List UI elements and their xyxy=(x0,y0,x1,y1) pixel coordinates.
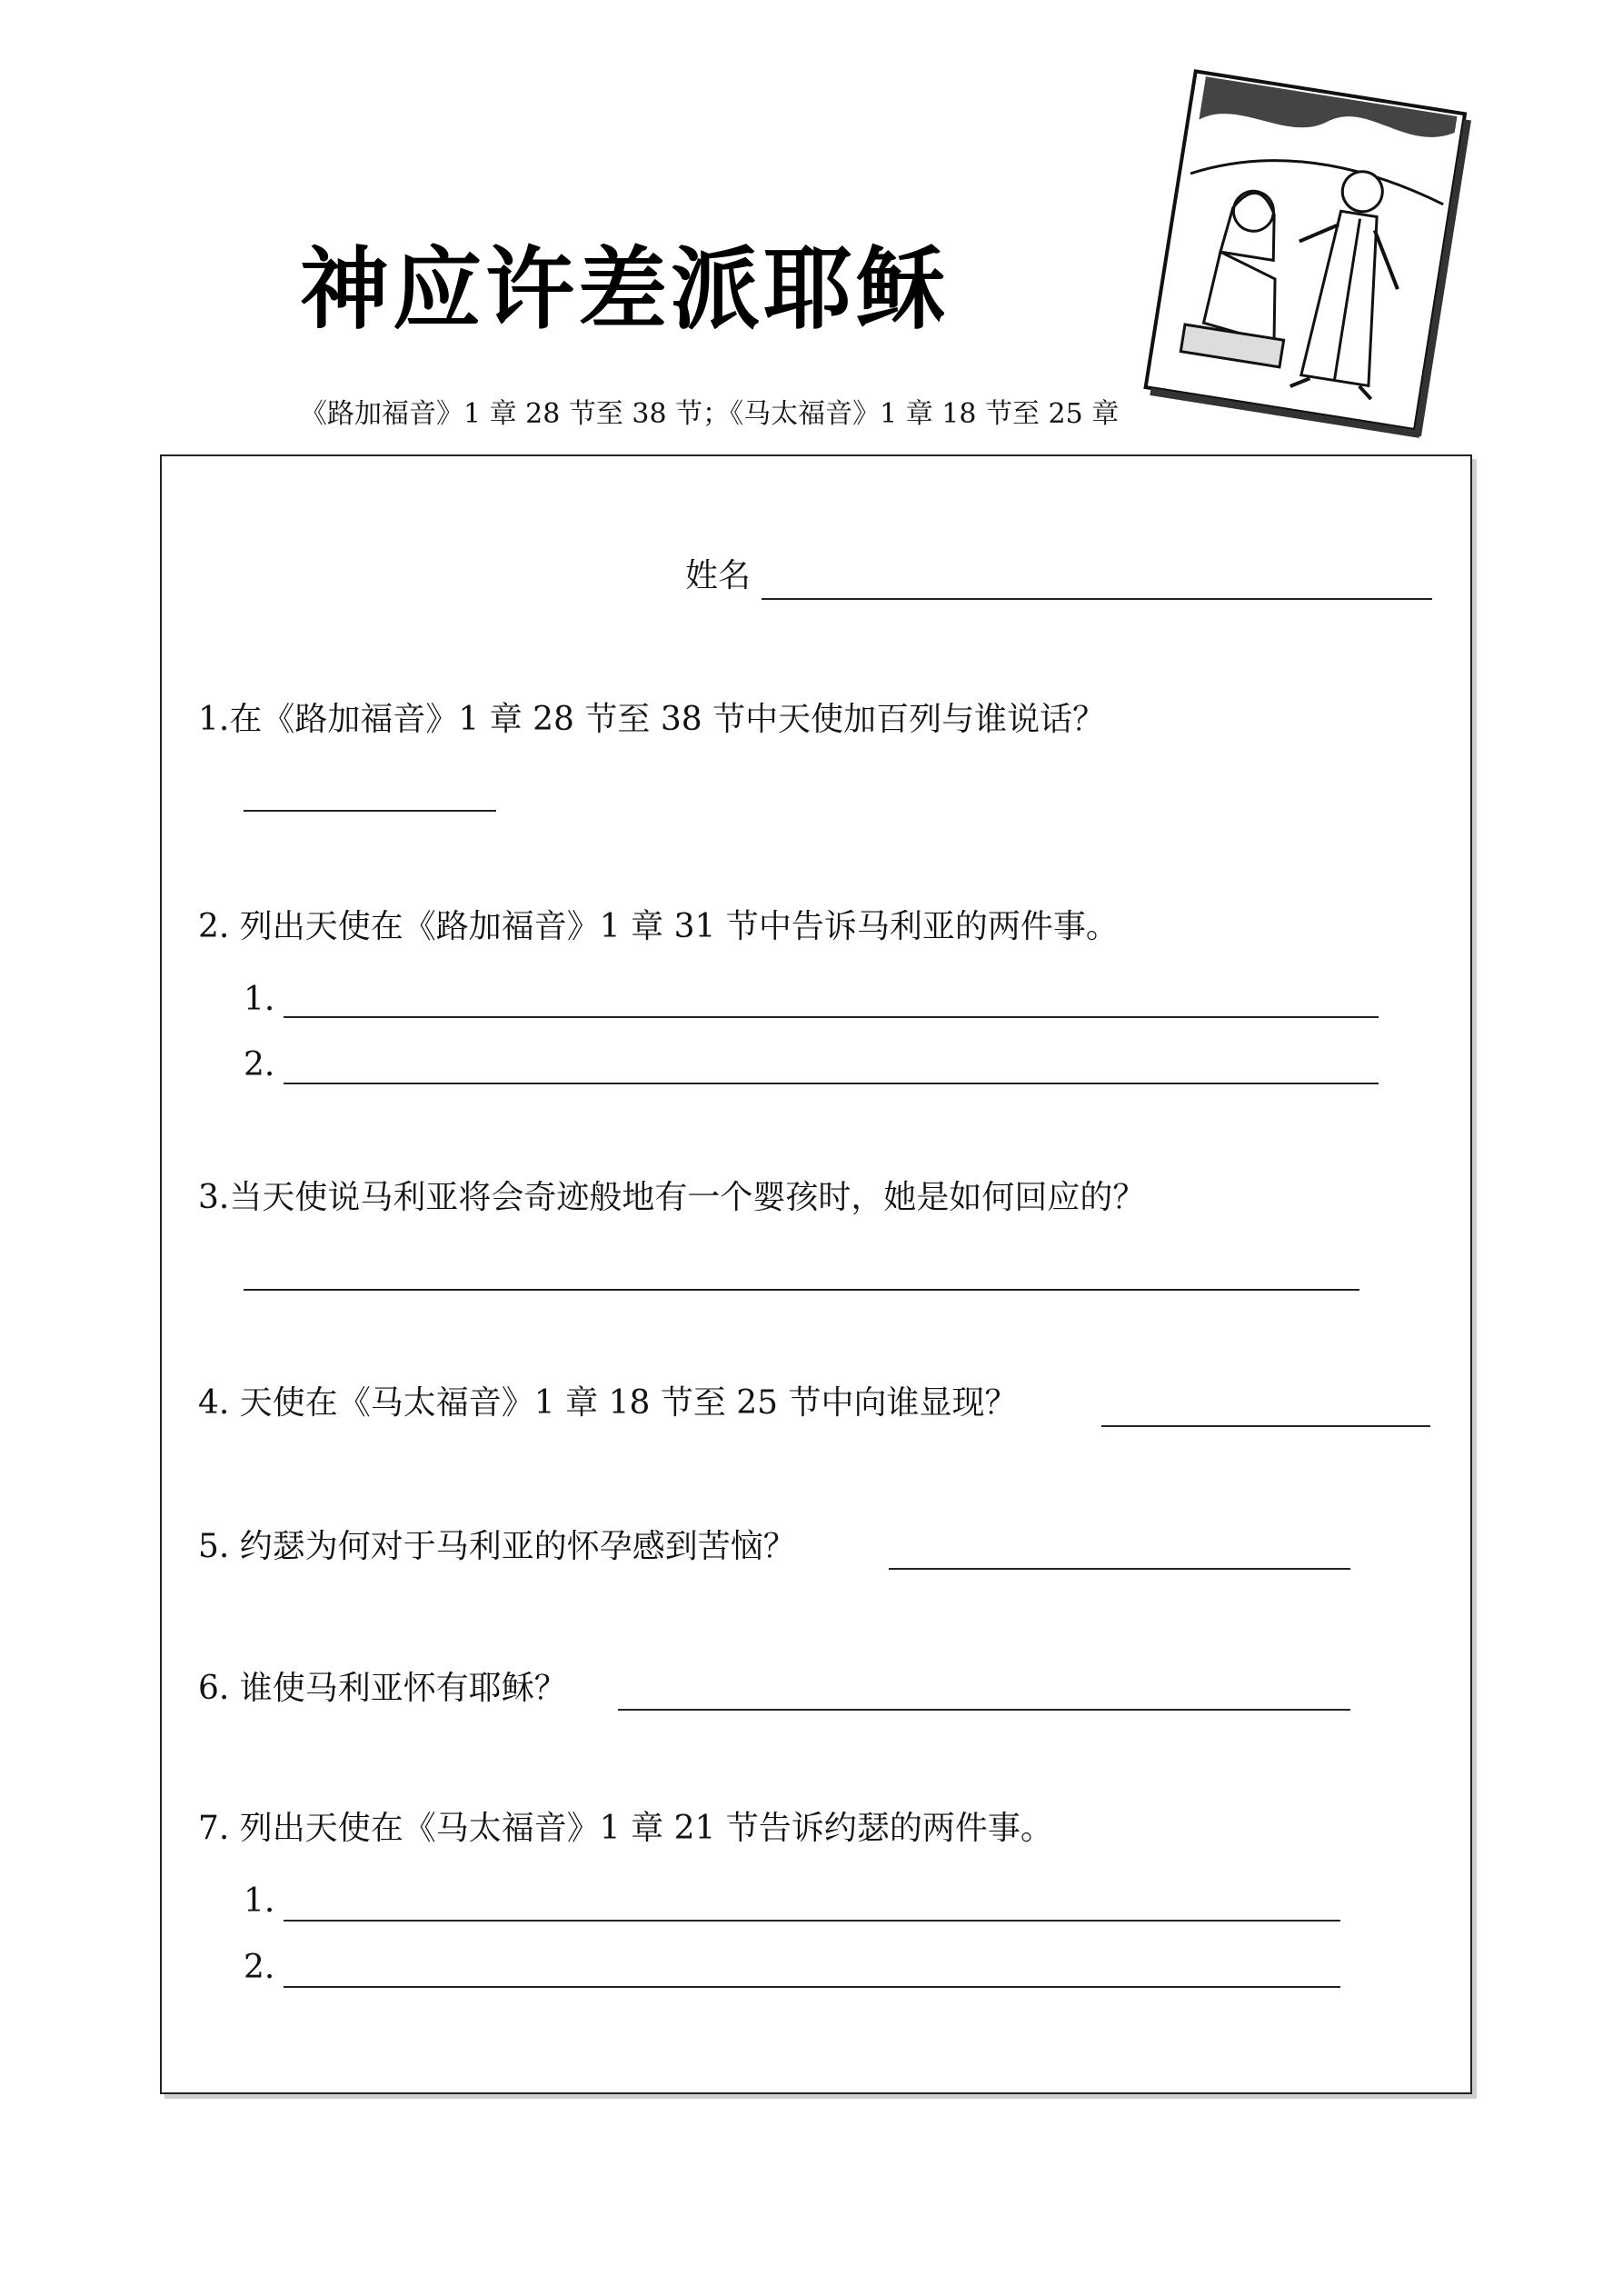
answer-2-1-label: 1. xyxy=(244,981,275,1018)
question-6: 6. 谁使马利亚怀有耶稣？ xyxy=(198,1670,567,1707)
answer-5-field[interactable] xyxy=(889,1568,1350,1570)
answer-2-2-label: 2. xyxy=(244,1046,275,1083)
question-7: 7. 列出天使在《马太福音》1 章 21 节告诉约瑟的两件事。 xyxy=(198,1810,1053,1847)
angel-and-mary-illustration xyxy=(1137,63,1477,442)
question-1: 1.在《路加福音》1 章 28 节至 38 节中天使加百列与谁说话？ xyxy=(198,701,1106,738)
question-5: 5. 约瑟为何对于马利亚的怀孕感到苦恼？ xyxy=(198,1528,796,1565)
name-label: 姓名 xyxy=(685,557,752,594)
answer-4-field[interactable] xyxy=(1101,1425,1430,1427)
answer-7-2-field[interactable] xyxy=(284,1986,1340,1988)
answer-6-field[interactable] xyxy=(618,1709,1350,1711)
worksheet-title: 神应许差派耶稣 xyxy=(300,237,950,342)
answer-3-field[interactable] xyxy=(244,1289,1359,1291)
answer-2-2-field[interactable] xyxy=(284,1083,1379,1084)
answer-7-2-label: 2. xyxy=(244,1949,275,1986)
name-field[interactable] xyxy=(762,598,1432,600)
scripture-reference: 《路加福音》1 章 28 节至 38 节；《马太福音》1 章 18 节至 25 章 xyxy=(300,398,1120,430)
question-4: 4. 天使在《马太福音》1 章 18 节至 25 节中向谁显现？ xyxy=(198,1384,1018,1422)
answer-2-1-field[interactable] xyxy=(284,1016,1379,1018)
question-2: 2. 列出天使在《路加福音》1 章 31 节中告诉马利亚的两件事。 xyxy=(198,908,1119,945)
answer-7-1-label: 1. xyxy=(244,1882,275,1920)
question-3: 3.当天使说马利亚将会奇迹般地有一个婴孩时，她是如何回应的？ xyxy=(198,1179,1146,1216)
answer-7-1-field[interactable] xyxy=(284,1920,1340,1922)
answer-1-field[interactable] xyxy=(244,810,496,812)
